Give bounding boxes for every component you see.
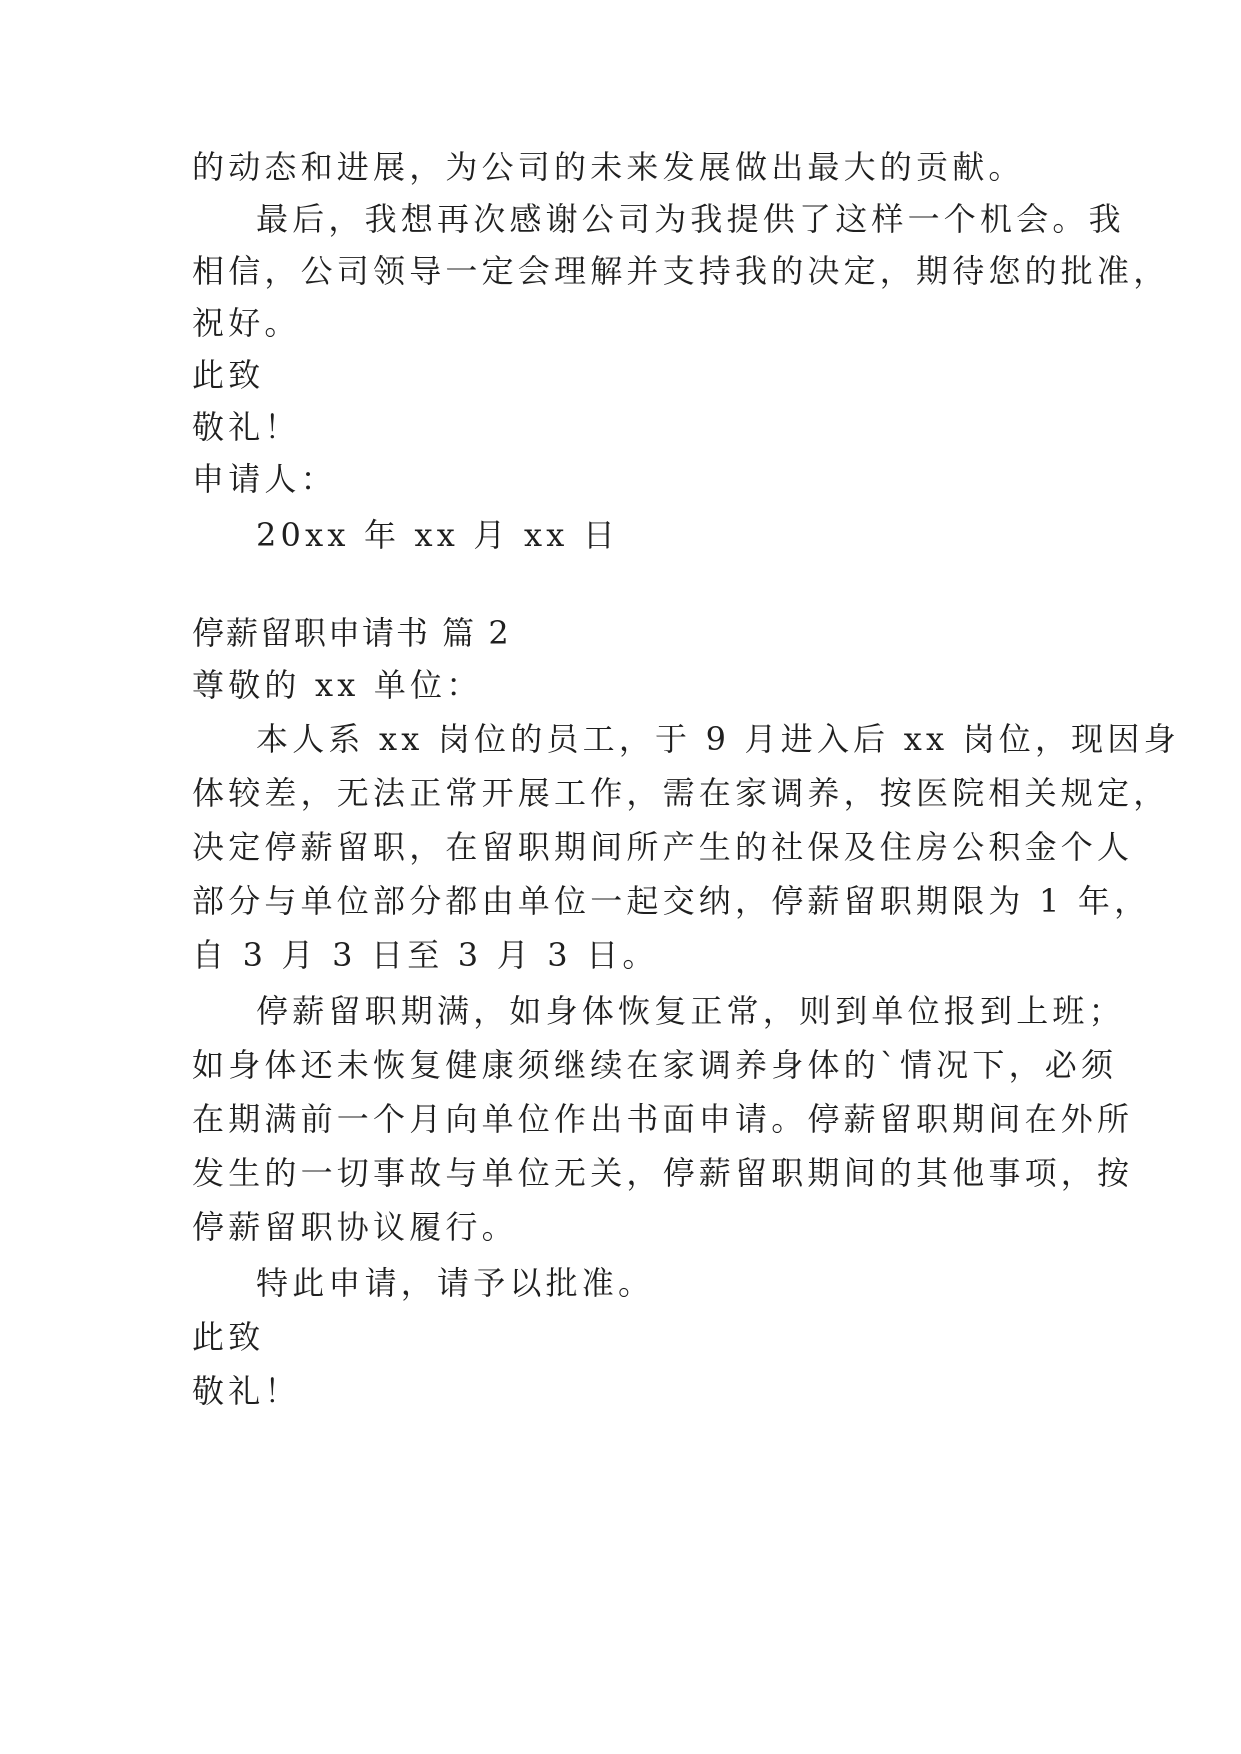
paragraph1-line-4: 部分与单位部分都由单位一起交纳，停薪留职期限为 1 年， (192, 882, 1151, 920)
paragraph1-line-5: 自 3 月 3 日至 3 月 3 日。 (192, 936, 659, 974)
paragraph2-line-1: 停薪留职期满，如身体恢复正常，则到单位报到上班； (256, 992, 1125, 1030)
paragraph2-line-5: 停薪留职协议履行。 (192, 1208, 518, 1246)
paragraph2-line-2: 如身体还未恢复健康须继续在家调养身体的`情况下，必须 (192, 1046, 1118, 1084)
paragraph1-line-1: 本人系 xx 岗位的员工，于 9 月进入后 xx 岗位，现因身 (256, 720, 1180, 758)
salutation-cizhi-2: 此致 (192, 1318, 265, 1356)
closing-paragraph-line-2: 相信，公司领导一定会理解并支持我的决定，期待您的批准， (192, 252, 1170, 290)
paragraph3: 特此申请，请予以批准。 (256, 1264, 655, 1302)
application-date: 20xx 年 xx 月 xx 日 (256, 516, 620, 554)
salutation-jingli: 敬礼！ (192, 408, 301, 446)
section-title: 停薪留职申请书 篇 2 (192, 614, 511, 652)
salutation-cizhi: 此致 (192, 356, 265, 394)
greeting: 尊敬的 xx 单位： (192, 666, 483, 704)
closing-paragraph-line-1: 最后，我想再次感谢公司为我提供了这样一个机会。我 (256, 200, 1125, 238)
paragraph2-line-4: 发生的一切事故与单位无关，停薪留职期间的其他事项，按 (192, 1154, 1134, 1192)
paragraph-end-line: 的动态和进展，为公司的未来发展做出最大的贡献。 (192, 148, 1025, 186)
applicant-label: 申请人： (192, 460, 337, 498)
paragraph1-line-3: 决定停薪留职，在留职期间所产生的社保及住房公积金个人 (192, 828, 1134, 866)
paragraph1-line-2: 体较差，无法正常开展工作，需在家调养，按医院相关规定， (192, 774, 1170, 812)
closing-paragraph-line-3: 祝好。 (192, 304, 301, 342)
paragraph2-line-3: 在期满前一个月向单位作出书面申请。停薪留职期间在外所 (192, 1100, 1134, 1138)
salutation-jingli-2: 敬礼！ (192, 1372, 301, 1410)
